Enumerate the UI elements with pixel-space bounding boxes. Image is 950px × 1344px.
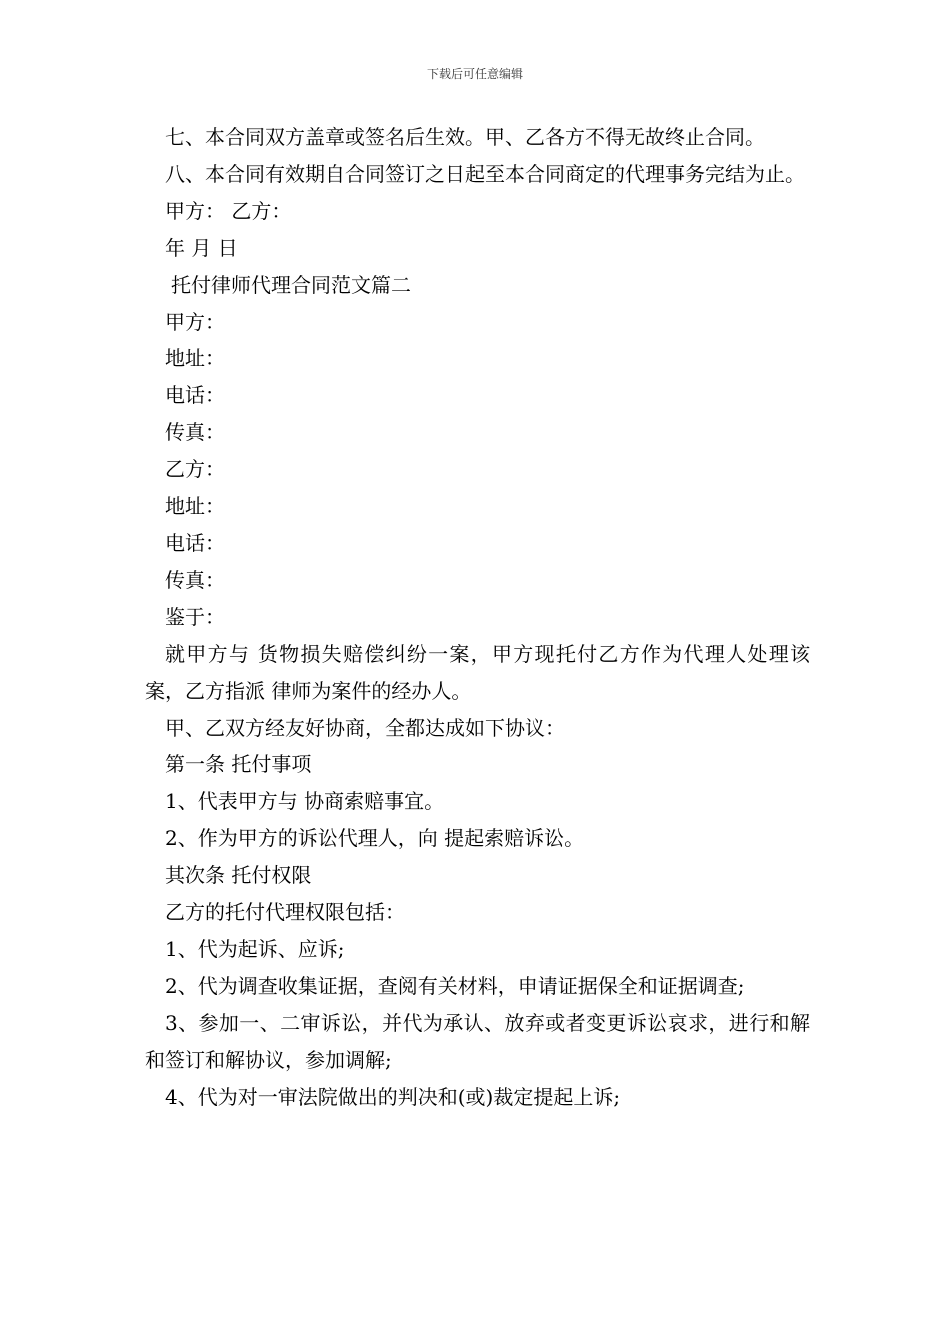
article-two-item-3: 3、参加一、二审诉讼，并代为承认、放弃或者变更诉讼哀求，进行和解和签订和解协议，参加调解; — [145, 1010, 810, 1072]
article-two-heading: 其次条 托付权限 — [165, 863, 312, 888]
section-title: 托付律师代理合同范文篇二 — [171, 272, 411, 297]
whereas-text: 就甲方与 货物损失赔偿纠纷一案，甲方现托付乙方作为代理人处理该案，乙方指派 律师为案件的经办人。 — [145, 641, 810, 703]
document-body — [145, 119, 810, 1115]
party-b-address: 地址： — [165, 494, 225, 519]
article-one-heading: 第一条 托付事项 — [165, 752, 312, 777]
party-b-fax: 传真： — [165, 567, 225, 592]
article-two-item-1: 1、代为起诉、应诉; — [165, 936, 345, 961]
party-a-label: 甲方： — [165, 309, 225, 334]
agreement-intro: 甲、乙双方经友好协商，全都达成如下协议： — [165, 715, 565, 740]
article-two-intro: 乙方的托付代理权限包括： — [165, 900, 405, 925]
party-a-fax: 传真： — [165, 420, 225, 445]
article-one-item-2: 2、作为甲方的诉讼代理人，向 提起索赔诉讼。 — [165, 826, 585, 851]
page-header: 下载后可任意编辑 — [426, 67, 523, 81]
article-two-item-4: 4、代为对一审法院做出的判决和(或)裁定提起上诉; — [165, 1084, 621, 1109]
article-one-item-1: 1、代表甲方与 协商索赔事宜。 — [165, 789, 445, 814]
whereas-label: 鉴于： — [165, 604, 225, 629]
party-b-phone: 电话： — [165, 530, 225, 555]
article-two-item-2: 2、代为调查收集证据，查阅有关材料，申请证据保全和证据调查; — [165, 973, 745, 998]
signature-parties: 甲方： 乙方： — [165, 198, 292, 223]
party-a-address: 地址： — [165, 346, 225, 371]
party-b-label: 乙方： — [165, 457, 225, 482]
party-a-phone: 电话： — [165, 383, 225, 408]
signature-date: 年 月 日 — [165, 235, 238, 260]
clause-eight: 八、本合同有效期自合同签订之日起至本合同商定的代理事务完结为止。 — [165, 161, 805, 186]
clause-seven: 七、本合同双方盖章或签名后生效。甲、乙各方不得无故终止合同。 — [165, 125, 765, 149]
